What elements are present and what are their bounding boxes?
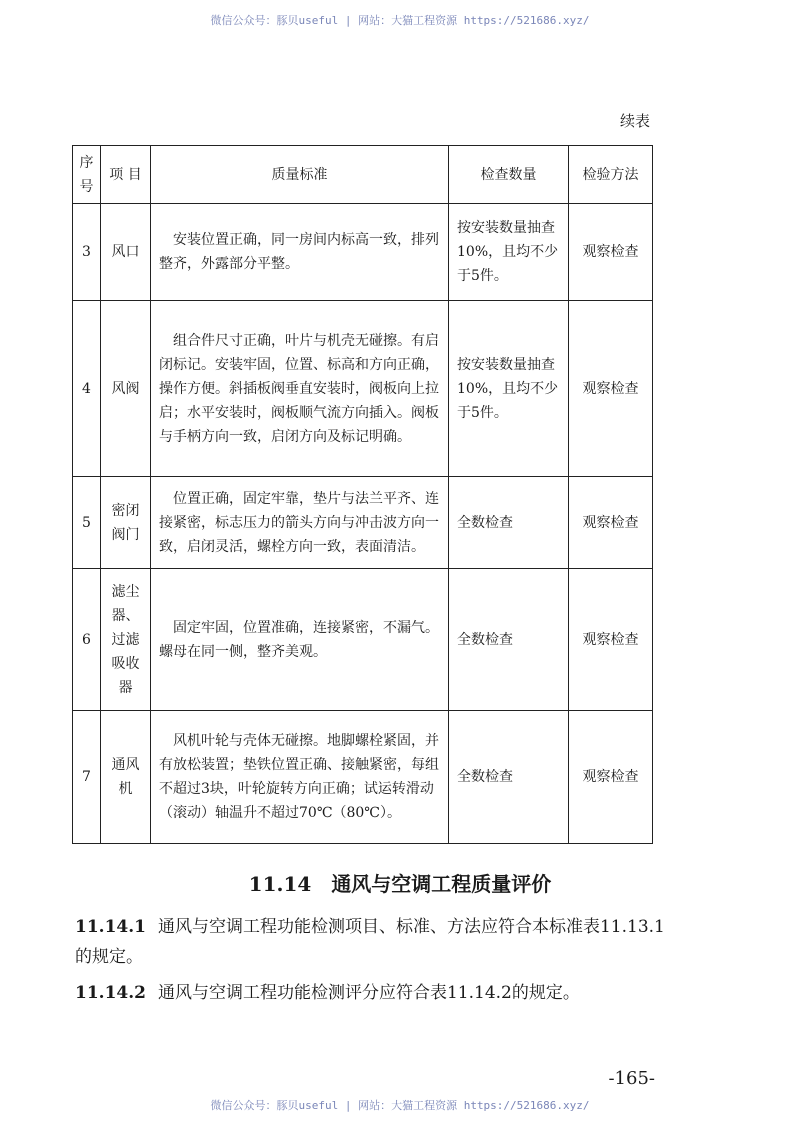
row-quantity: 按安装数量抽查10%，且均不少于5件。 (449, 204, 569, 301)
row-number: 3 (73, 204, 101, 301)
watermark-top: 微信公众号：豚贝useful | 网站：大猫工程资源 https://521686.xyz/ (210, 14, 590, 27)
clause-number: 11.14.2 (75, 983, 146, 1003)
row-item: 通风 机 (101, 711, 151, 844)
continued-label: 续表 (619, 112, 650, 130)
header-method: 检验方法 (569, 146, 653, 204)
row-number: 4 (73, 301, 101, 477)
row-item: 风口 (101, 204, 151, 301)
row-item: 密闭 阀门 (101, 477, 151, 569)
header-item: 项 目 (101, 146, 151, 204)
clause-2 (75, 978, 665, 1008)
header-quantity: 检查数量 (449, 146, 569, 204)
quality-table (72, 145, 653, 844)
row-standard: 风机叶轮与壳体无碰擦。地脚螺栓紧固，并有放松装置；垫铁位置正确、接触紧密，每组不超过3块，叶轮旋转方向正确；试运转滑动（滚动）轴温升不超过70℃（80℃）。 (151, 711, 449, 844)
header-standard: 质量标准 (151, 146, 449, 204)
row-standard: 固定牢固，位置准确，连接紧密，不漏气。螺母在同一侧，整齐美观。 (151, 569, 449, 711)
row-number: 5 (73, 477, 101, 569)
table-row (73, 301, 653, 477)
table-row (73, 477, 653, 569)
section-heading (0, 868, 800, 897)
table-row (73, 204, 653, 301)
row-method: 观察检查 (569, 301, 653, 477)
row-quantity: 全数检查 (449, 569, 569, 711)
clause-text: 通风与空调工程功能检测评分应符合表11.14.2的规定。 (157, 983, 580, 1003)
row-number: 7 (73, 711, 101, 844)
row-number: 6 (73, 569, 101, 711)
row-method: 观察检查 (569, 569, 653, 711)
header-no: 序 号 (73, 146, 101, 204)
row-item: 滤尘 器、 过滤 吸收 器 (101, 569, 151, 711)
section-number: 11.14 (248, 872, 312, 896)
clause-text: 通风与空调工程功能检测项目、标准、方法应符合本标准表11.13.1的规定。 (75, 917, 665, 967)
table-row (73, 711, 653, 844)
clause-number: 11.14.1 (75, 917, 146, 937)
row-quantity: 按安装数量抽查10%，且均不少于5件。 (449, 301, 569, 477)
row-standard: 安装位置正确，同一房间内标高一致，排列整齐，外露部分平整。 (151, 204, 449, 301)
table-header (73, 146, 653, 204)
table-row (73, 569, 653, 711)
row-method: 观察检查 (569, 477, 653, 569)
row-method: 观察检查 (569, 711, 653, 844)
clause-1 (75, 912, 665, 972)
page-number: -165- (608, 1068, 655, 1089)
section-title: 通风与空调工程质量评价 (331, 872, 552, 896)
row-standard: 位置正确，固定牢靠，垫片与法兰平齐、连接紧密，标志压力的箭头方向与冲击波方向一致，启闭灵活，螺栓方向一致，表面清洁。 (151, 477, 449, 569)
row-item: 风阀 (101, 301, 151, 477)
row-quantity: 全数检查 (449, 477, 569, 569)
row-quantity: 全数检查 (449, 711, 569, 844)
row-standard: 组合件尺寸正确，叶片与机壳无碰擦。有启闭标记。安装牢固，位置、标高和方向正确，操作方便。斜插板阀垂直安装时，阀板向上拉启；水平安装时，阀板顺气流方向插入。阀板与手柄方向一致，启闭方向及标记明确。 (151, 301, 449, 477)
watermark-bottom: 微信公众号：豚贝useful | 网站：大猫工程资源 https://521686.xyz/ (210, 1099, 590, 1112)
row-method: 观察检查 (569, 204, 653, 301)
